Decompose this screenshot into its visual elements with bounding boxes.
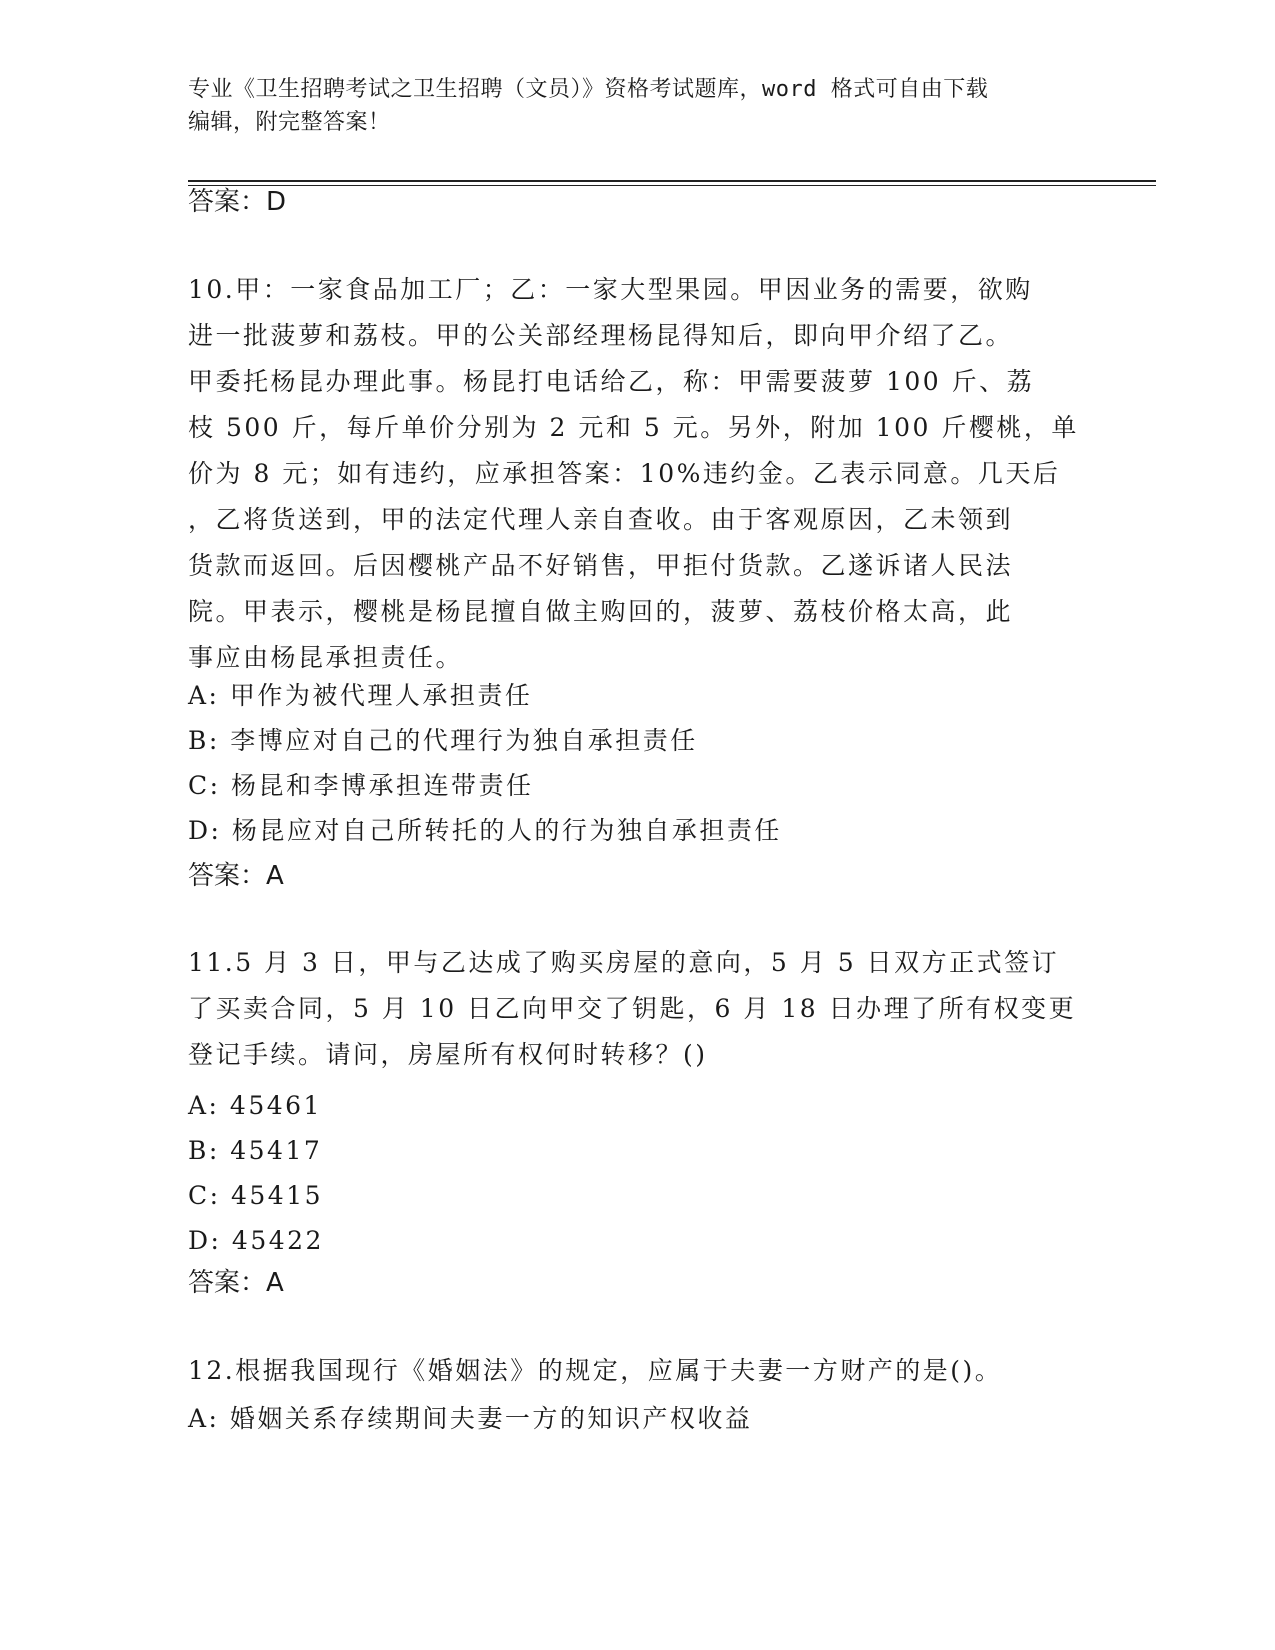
question-11-line: 了买卖合同，5 月 10 日乙向甲交了钥匙，6 月 18 日办理了所有权变更 <box>188 994 1077 1023</box>
previous-answer: 答案：D <box>188 187 287 217</box>
question-10-line: 进一批菠萝和荔枝。甲的公关部经理杨昆得知后，即向甲介绍了乙。 <box>188 321 1014 350</box>
question-12-line: 12.根据我国现行《婚姻法》的规定，应属于夫妻一方财产的是()。 <box>188 1356 1003 1385</box>
question-11-line: 登记手续。请问，房屋所有权何时转移？() <box>188 1040 708 1069</box>
question-10-answer: 答案：A <box>188 861 284 891</box>
question-11-answer: 答案：A <box>188 1268 284 1298</box>
question-11-line: 11.5 月 3 日，甲与乙达成了购买房屋的意向，5 月 5 日双方正式签订 <box>188 948 1060 977</box>
question-10-line: 甲委托杨昆办理此事。杨昆打电话给乙，称：甲需要菠萝 100 斤、荔 <box>188 367 1035 396</box>
question-12-text <box>188 1348 1088 1394</box>
header-line-1: 专业《卫生招聘考试之卫生招聘（文员）》资格考试题库，word 格式可自由下载 <box>188 77 989 102</box>
header-rule-thin <box>188 185 1156 186</box>
question-10-line: 10.甲：一家食品加工厂；乙：一家大型果园。甲因业务的需要，欲购 <box>188 275 1033 304</box>
question-10-line: 事应由杨昆承担责任。 <box>188 643 464 672</box>
question-12-option-a: A: 婚姻关系存续期间夫妻一方的知识产权收益 <box>188 1404 753 1433</box>
question-11-option-c: C: 45415 <box>188 1181 324 1210</box>
question-10-option-d: D: 杨昆应对自己所转托的人的行为独自承担责任 <box>188 816 782 845</box>
question-10-option-c: C: 杨昆和李博承担连带责任 <box>188 771 534 800</box>
question-10-option-a: A: 甲作为被代理人承担责任 <box>188 681 533 710</box>
question-10-text <box>188 267 1088 681</box>
question-11-option-a: A: 45461 <box>188 1091 322 1120</box>
question-11-option-d: D: 45422 <box>188 1226 324 1255</box>
page-header <box>188 73 1088 139</box>
question-10-line: 价为 8 元；如有违约，应承担答案：10%违约金。乙表示同意。几天后 <box>188 459 1061 488</box>
question-10-line: 枝 500 斤，每斤单价分别为 2 元和 5 元。另外，附加 100 斤樱桃，单 <box>188 413 1079 442</box>
question-10-option-b: B: 李博应对自己的代理行为独自承担责任 <box>188 726 698 755</box>
question-11-option-b: B: 45417 <box>188 1136 323 1165</box>
question-10-line: 货款而返回。后因樱桃产品不好销售，甲拒付货款。乙遂诉诸人民法 <box>188 551 1014 580</box>
question-11-text <box>188 940 1088 1078</box>
header-rule-thick <box>188 180 1156 182</box>
header-line-2: 编辑，附完整答案！ <box>188 110 391 135</box>
question-10-line: ，乙将货送到，甲的法定代理人亲自查收。由于客观原因，乙未领到 <box>188 505 1014 534</box>
question-10-line: 院。甲表示，樱桃是杨昆擅自做主购回的，菠萝、荔枝价格太高，此 <box>188 597 1014 626</box>
